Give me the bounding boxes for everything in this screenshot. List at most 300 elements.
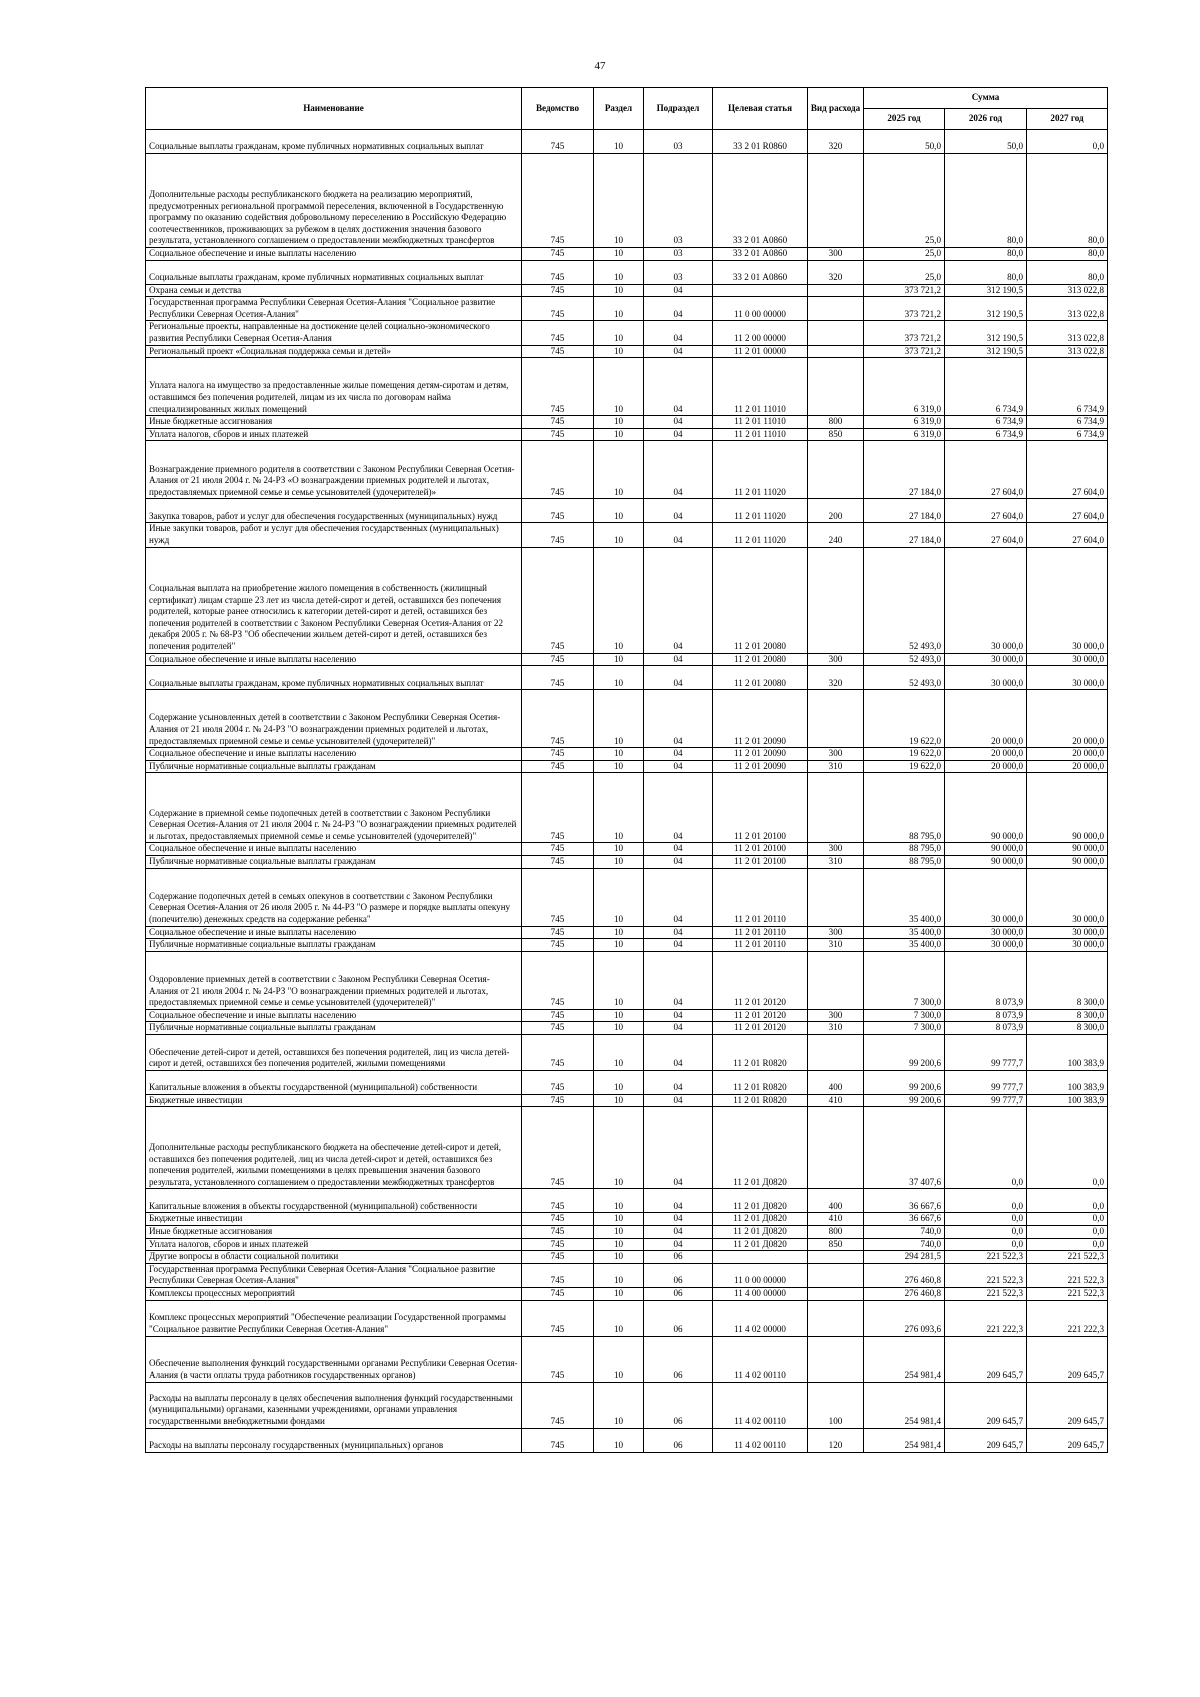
cell-2026: 8 073,9 (945, 1009, 1027, 1022)
cell-2026: 221 522,3 (945, 1263, 1027, 1287)
cell-vid-raskhoda: 310 (808, 939, 864, 952)
cell-podrazdel: 04 (644, 1226, 713, 1239)
cell-vid-raskhoda (808, 690, 864, 748)
cell-2025: 19 622,0 (864, 690, 945, 748)
cell-vid-raskhoda: 100 (808, 1382, 864, 1428)
cell-2026: 99 777,7 (945, 1094, 1027, 1107)
header-vedomstvo: Ведомство (522, 88, 594, 130)
cell-name: Иные закупки товаров, работ и услуг для обеспечения государственных (муниципальных) нужд (146, 523, 522, 547)
cell-razdel: 10 (594, 547, 644, 653)
cell-name: Публичные нормативные социальные выплаты гражданам (146, 760, 522, 773)
cell-vid-raskhoda: 310 (808, 855, 864, 868)
table-row (146, 523, 1108, 547)
cell-podrazdel: 04 (644, 428, 713, 441)
cell-razdel: 10 (594, 321, 644, 345)
cell-tselevaya-statya: 11 4 00 00000 (713, 1288, 808, 1301)
cell-podrazdel: 06 (644, 1300, 713, 1336)
cell-name: Социальная выплата на приобретение жилого помещения в собственность (жилищный сертификат) лицам старше 23 лет из числа детей-сирот и детей, оставшихся без попечения родителей, которые ранее относились к категории детей-сирот и детей, оставшихся без попечения родителей в соответствии с Законом Республики Северная Осетия-Алания от 22 декабря 2005 г. № 68-РЗ "Об обеспечении жильем детей-сирот и детей, оставшихся без попечения родителей" (146, 547, 522, 653)
cell-name: Содержание подопечных детей в семьях опекунов в соответствии с Законом Республики Северная Осетия-Алания от 26 июля 2005 г. № 44-РЗ "О размере и порядке выплаты опекуну (попечителю) денежных средств на содержание ребенка" (146, 868, 522, 926)
cell-2025: 27 184,0 (864, 441, 945, 499)
cell-2026: 90 000,0 (945, 843, 1027, 856)
cell-vid-raskhoda: 850 (808, 428, 864, 441)
table-row (146, 416, 1108, 429)
cell-vedomstvo: 745 (522, 666, 594, 690)
cell-tselevaya-statya: 11 4 02 00110 (713, 1336, 808, 1382)
cell-vedomstvo: 745 (522, 1382, 594, 1428)
cell-name: Расходы на выплаты персоналу в целях обеспечения выполнения функций государственными (муниципальными) органами, казенными учреждениями, органами управления государственными внебюджетными фондами (146, 1382, 522, 1428)
cell-2025: 254 981,4 (864, 1428, 945, 1452)
cell-podrazdel: 04 (644, 321, 713, 345)
cell-2026: 8 073,9 (945, 1022, 1027, 1035)
cell-2026: 27 604,0 (945, 523, 1027, 547)
cell-podrazdel: 04 (644, 748, 713, 761)
cell-2026: 221 222,3 (945, 1300, 1027, 1336)
cell-vedomstvo: 745 (522, 868, 594, 926)
cell-vedomstvo: 745 (522, 154, 594, 248)
cell-vedomstvo: 745 (522, 843, 594, 856)
cell-vid-raskhoda (808, 1107, 864, 1189)
cell-vedomstvo: 745 (522, 1251, 594, 1264)
cell-vedomstvo: 745 (522, 441, 594, 499)
cell-2026: 312 190,5 (945, 284, 1027, 297)
cell-2026: 209 645,7 (945, 1382, 1027, 1428)
cell-razdel: 10 (594, 1107, 644, 1189)
cell-2027: 0,0 (1027, 1189, 1108, 1213)
header-year-2026: 2026 год (945, 109, 1027, 130)
cell-2025: 6 319,0 (864, 358, 945, 416)
cell-2026: 27 604,0 (945, 499, 1027, 523)
cell-vedomstvo: 745 (522, 1226, 594, 1239)
cell-name: Социальные выплаты гражданам, кроме публичных нормативных социальных выплат (146, 130, 522, 154)
cell-2027: 6 734,9 (1027, 358, 1108, 416)
cell-vedomstvo: 745 (522, 653, 594, 666)
table-row (146, 1336, 1108, 1382)
cell-tselevaya-statya: 11 2 01 20100 (713, 843, 808, 856)
cell-name: Содержание в приемной семье подопечных детей в соответствии с Законом Республики Северная Осетия-Алания от 21 июля 2004 г. № 24-РЗ "О вознаграждении приемных родителей и льготах, предоставляемых приемной семье и семье усыновителей (удочерителей)" (146, 773, 522, 843)
cell-2025: 7 300,0 (864, 951, 945, 1009)
cell-tselevaya-statya: 11 2 01 R0820 (713, 1094, 808, 1107)
cell-vid-raskhoda: 320 (808, 130, 864, 154)
cell-razdel: 10 (594, 248, 644, 261)
cell-tselevaya-statya: 11 2 00 00000 (713, 321, 808, 345)
cell-razdel: 10 (594, 284, 644, 297)
header-year-2027: 2027 год (1027, 109, 1108, 130)
cell-name: Государственная программа Республики Северная Осетия-Алания "Социальное развитие Республики Северная Осетия-Алания" (146, 297, 522, 321)
cell-vedomstvo: 745 (522, 547, 594, 653)
cell-vid-raskhoda: 410 (808, 1213, 864, 1226)
cell-vedomstvo: 745 (522, 284, 594, 297)
cell-2026: 221 522,3 (945, 1251, 1027, 1264)
header-summa: Сумма (864, 88, 1108, 109)
cell-razdel: 10 (594, 1238, 644, 1251)
cell-name: Дополнительные расходы республиканского бюджета на реализацию мероприятий, предусмотренных региональной программой переселения, включенной в Государственную программу по оказанию содействия добровольному переселению в Российскую Федерацию соотечественников, проживающих за рубежом в целях достижения значения базового результата, установленного соглашением о предоставлении межбюджетных трансфертов (146, 154, 522, 248)
cell-name: Иные бюджетные ассигнования (146, 416, 522, 429)
cell-vedomstvo: 745 (522, 523, 594, 547)
cell-name: Социальное обеспечение и иные выплаты населению (146, 843, 522, 856)
cell-razdel: 10 (594, 1213, 644, 1226)
cell-vid-raskhoda: 800 (808, 1226, 864, 1239)
cell-vid-raskhoda: 240 (808, 523, 864, 547)
cell-2025: 88 795,0 (864, 843, 945, 856)
cell-2025: 373 721,2 (864, 297, 945, 321)
cell-vid-raskhoda: 800 (808, 416, 864, 429)
cell-2027: 221 522,3 (1027, 1251, 1108, 1264)
cell-2027: 209 645,7 (1027, 1382, 1108, 1428)
cell-2026: 0,0 (945, 1226, 1027, 1239)
cell-2025: 35 400,0 (864, 926, 945, 939)
cell-2025: 740,0 (864, 1226, 945, 1239)
table-row (146, 1213, 1108, 1226)
cell-vedomstvo: 745 (522, 1189, 594, 1213)
cell-2027: 221 222,3 (1027, 1300, 1108, 1336)
cell-tselevaya-statya (713, 284, 808, 297)
cell-2026: 221 522,3 (945, 1288, 1027, 1301)
cell-2027: 209 645,7 (1027, 1336, 1108, 1382)
cell-name: Социальное обеспечение и иные выплаты населению (146, 1009, 522, 1022)
cell-razdel: 10 (594, 748, 644, 761)
cell-2025: 35 400,0 (864, 868, 945, 926)
cell-podrazdel: 04 (644, 441, 713, 499)
cell-vid-raskhoda: 300 (808, 843, 864, 856)
cell-2027: 27 604,0 (1027, 523, 1108, 547)
cell-2027: 8 300,0 (1027, 1009, 1108, 1022)
cell-2026: 6 734,9 (945, 416, 1027, 429)
cell-vid-raskhoda (808, 321, 864, 345)
cell-tselevaya-statya: 11 4 02 00110 (713, 1428, 808, 1452)
cell-2026: 0,0 (945, 1213, 1027, 1226)
cell-podrazdel: 03 (644, 260, 713, 284)
cell-2025: 276 093,6 (864, 1300, 945, 1336)
cell-2025: 19 622,0 (864, 760, 945, 773)
cell-2026: 50,0 (945, 130, 1027, 154)
cell-2026: 209 645,7 (945, 1336, 1027, 1382)
cell-tselevaya-statya: 11 4 02 00110 (713, 1382, 808, 1428)
cell-2025: 36 667,6 (864, 1213, 945, 1226)
cell-2027: 20 000,0 (1027, 748, 1108, 761)
cell-tselevaya-statya: 11 2 01 20110 (713, 926, 808, 939)
cell-vedomstvo: 745 (522, 358, 594, 416)
cell-vedomstvo: 745 (522, 321, 594, 345)
cell-podrazdel: 04 (644, 523, 713, 547)
cell-podrazdel: 04 (644, 1107, 713, 1189)
cell-razdel: 10 (594, 1070, 644, 1094)
cell-razdel: 10 (594, 1034, 644, 1070)
cell-vedomstvo: 745 (522, 1107, 594, 1189)
cell-2027: 8 300,0 (1027, 951, 1108, 1009)
cell-name: Социальное обеспечение и иные выплаты населению (146, 653, 522, 666)
cell-2027: 6 734,9 (1027, 416, 1108, 429)
cell-tselevaya-statya: 11 4 02 00000 (713, 1300, 808, 1336)
cell-2027: 0,0 (1027, 1226, 1108, 1239)
cell-vedomstvo: 745 (522, 1263, 594, 1287)
table-row (146, 547, 1108, 653)
cell-name: Закупка товаров, работ и услуг для обеспечения государственных (муниципальных) нужд (146, 499, 522, 523)
cell-vid-raskhoda (808, 547, 864, 653)
cell-podrazdel: 04 (644, 547, 713, 653)
cell-2025: 373 721,2 (864, 284, 945, 297)
cell-vid-raskhoda (808, 345, 864, 358)
cell-name: Региональные проекты, направленные на достижение целей социально-экономического развития Республики Северная Осетия-Алания (146, 321, 522, 345)
cell-2025: 88 795,0 (864, 855, 945, 868)
cell-2025: 25,0 (864, 260, 945, 284)
cell-podrazdel: 04 (644, 939, 713, 952)
cell-tselevaya-statya (713, 1251, 808, 1264)
cell-razdel: 10 (594, 358, 644, 416)
cell-2026: 20 000,0 (945, 760, 1027, 773)
cell-2025: 373 721,2 (864, 345, 945, 358)
header-razdel: Раздел (594, 88, 644, 130)
cell-razdel: 10 (594, 653, 644, 666)
cell-vedomstvo: 745 (522, 1070, 594, 1094)
cell-podrazdel: 04 (644, 653, 713, 666)
table-row (146, 130, 1108, 154)
table-row (146, 760, 1108, 773)
cell-2026: 30 000,0 (945, 939, 1027, 952)
table-row (146, 1288, 1108, 1301)
cell-vedomstvo: 745 (522, 1300, 594, 1336)
cell-vid-raskhoda: 310 (808, 1022, 864, 1035)
cell-2026: 209 645,7 (945, 1428, 1027, 1452)
cell-2025: 27 184,0 (864, 499, 945, 523)
cell-tselevaya-statya: 11 2 01 Д0820 (713, 1226, 808, 1239)
cell-podrazdel: 04 (644, 499, 713, 523)
cell-razdel: 10 (594, 1288, 644, 1301)
cell-2025: 294 281,5 (864, 1251, 945, 1264)
cell-razdel: 10 (594, 666, 644, 690)
cell-2027: 0,0 (1027, 130, 1108, 154)
cell-name: Публичные нормативные социальные выплаты гражданам (146, 1022, 522, 1035)
cell-podrazdel: 06 (644, 1336, 713, 1382)
cell-tselevaya-statya: 11 2 01 R0820 (713, 1034, 808, 1070)
cell-razdel: 10 (594, 773, 644, 843)
cell-vid-raskhoda (808, 297, 864, 321)
cell-razdel: 10 (594, 523, 644, 547)
cell-tselevaya-statya: 11 2 01 11010 (713, 428, 808, 441)
cell-vedomstvo: 745 (522, 760, 594, 773)
table-row (146, 926, 1108, 939)
cell-name: Другие вопросы в области социальной политики (146, 1251, 522, 1264)
cell-2027: 80,0 (1027, 260, 1108, 284)
cell-2025: 25,0 (864, 248, 945, 261)
cell-2027: 0,0 (1027, 1238, 1108, 1251)
cell-tselevaya-statya: 11 2 01 00000 (713, 345, 808, 358)
cell-tselevaya-statya: 11 2 01 11010 (713, 416, 808, 429)
cell-razdel: 10 (594, 297, 644, 321)
cell-tselevaya-statya: 11 2 01 11020 (713, 523, 808, 547)
cell-tselevaya-statya: 11 2 01 20120 (713, 1009, 808, 1022)
table-row (146, 1226, 1108, 1239)
cell-name: Бюджетные инвестиции (146, 1094, 522, 1107)
cell-vedomstvo: 745 (522, 1213, 594, 1226)
cell-2027: 6 734,9 (1027, 428, 1108, 441)
table-row (146, 154, 1108, 248)
cell-name: Вознаграждение приемного родителя в соответствии с Законом Республики Северная Осетия-Алания от 21 июля 2004 г. № 24-РЗ «О вознаграждении приемных родителей и льготах, предоставляемых приемной семье и семье усыновителей (удочерителей)» (146, 441, 522, 499)
cell-podrazdel: 04 (644, 416, 713, 429)
cell-tselevaya-statya: 11 2 01 Д0820 (713, 1238, 808, 1251)
table-row (146, 748, 1108, 761)
cell-2026: 0,0 (945, 1189, 1027, 1213)
cell-2026: 30 000,0 (945, 653, 1027, 666)
table-row (146, 1428, 1108, 1452)
cell-2025: 99 200,6 (864, 1034, 945, 1070)
table-row (146, 868, 1108, 926)
table-row (146, 441, 1108, 499)
cell-vedomstvo: 745 (522, 260, 594, 284)
cell-2026: 27 604,0 (945, 441, 1027, 499)
table-row (146, 843, 1108, 856)
header-name: Наименование (146, 88, 522, 130)
cell-vedomstvo: 745 (522, 748, 594, 761)
cell-vid-raskhoda (808, 773, 864, 843)
table-row (146, 1009, 1108, 1022)
header-year-2025: 2025 год (864, 109, 945, 130)
cell-2026: 80,0 (945, 248, 1027, 261)
cell-razdel: 10 (594, 926, 644, 939)
cell-2027: 90 000,0 (1027, 855, 1108, 868)
cell-2026: 6 734,9 (945, 358, 1027, 416)
cell-name: Социальное обеспечение и иные выплаты населению (146, 748, 522, 761)
cell-2026: 6 734,9 (945, 428, 1027, 441)
cell-vid-raskhoda: 320 (808, 260, 864, 284)
cell-vedomstvo: 745 (522, 1238, 594, 1251)
cell-name: Социальные выплаты гражданам, кроме публичных нормативных социальных выплат (146, 666, 522, 690)
cell-2025: 27 184,0 (864, 523, 945, 547)
cell-2027: 313 022,8 (1027, 297, 1108, 321)
cell-tselevaya-statya: 11 2 01 11020 (713, 441, 808, 499)
cell-name: Публичные нормативные социальные выплаты гражданам (146, 855, 522, 868)
cell-podrazdel: 04 (644, 1022, 713, 1035)
cell-razdel: 10 (594, 1300, 644, 1336)
page-number: 47 (594, 60, 606, 72)
cell-2025: 6 319,0 (864, 416, 945, 429)
cell-2027: 221 522,3 (1027, 1288, 1108, 1301)
cell-vedomstvo: 745 (522, 1094, 594, 1107)
cell-tselevaya-statya: 11 0 00 00000 (713, 297, 808, 321)
cell-2026: 0,0 (945, 1238, 1027, 1251)
cell-2025: 36 667,6 (864, 1189, 945, 1213)
cell-vid-raskhoda: 300 (808, 653, 864, 666)
cell-tselevaya-statya: 11 2 01 20120 (713, 1022, 808, 1035)
cell-tselevaya-statya: 11 2 01 R0820 (713, 1070, 808, 1094)
cell-2025: 6 319,0 (864, 428, 945, 441)
cell-2026: 0,0 (945, 1107, 1027, 1189)
cell-name: Уплата налога на имущество за предоставленные жилые помещения детям-сиротам и детям, оставшимся без попечения родителей, лицам из их числа по договорам найма специализированных жилых помещений (146, 358, 522, 416)
cell-2025: 37 407,6 (864, 1107, 945, 1189)
cell-2027: 20 000,0 (1027, 690, 1108, 748)
table-row (146, 248, 1108, 261)
cell-vedomstvo: 745 (522, 1009, 594, 1022)
cell-2025: 19 622,0 (864, 748, 945, 761)
cell-podrazdel: 06 (644, 1428, 713, 1452)
cell-vedomstvo: 745 (522, 951, 594, 1009)
table-row (146, 1094, 1108, 1107)
cell-podrazdel: 04 (644, 284, 713, 297)
cell-razdel: 10 (594, 130, 644, 154)
cell-name: Публичные нормативные социальные выплаты гражданам (146, 939, 522, 952)
cell-2027: 30 000,0 (1027, 868, 1108, 926)
cell-2025: 7 300,0 (864, 1022, 945, 1035)
cell-podrazdel: 04 (644, 1094, 713, 1107)
cell-vedomstvo: 745 (522, 773, 594, 843)
cell-vid-raskhoda: 850 (808, 1238, 864, 1251)
cell-2026: 80,0 (945, 154, 1027, 248)
cell-razdel: 10 (594, 499, 644, 523)
cell-vid-raskhoda: 120 (808, 1428, 864, 1452)
cell-podrazdel: 04 (644, 1238, 713, 1251)
cell-vedomstvo: 745 (522, 345, 594, 358)
cell-razdel: 10 (594, 428, 644, 441)
cell-2025: 373 721,2 (864, 321, 945, 345)
budget-table (145, 87, 1108, 1453)
cell-tselevaya-statya: 11 2 01 20080 (713, 653, 808, 666)
cell-tselevaya-statya: 11 2 01 Д0820 (713, 1213, 808, 1226)
cell-2026: 30 000,0 (945, 666, 1027, 690)
cell-name: Бюджетные инвестиции (146, 1213, 522, 1226)
table-body (146, 130, 1108, 1453)
cell-tselevaya-statya: 11 2 01 Д0820 (713, 1107, 808, 1189)
table-row (146, 773, 1108, 843)
cell-razdel: 10 (594, 1263, 644, 1287)
cell-2027: 30 000,0 (1027, 653, 1108, 666)
cell-2025: 7 300,0 (864, 1009, 945, 1022)
cell-2025: 254 981,4 (864, 1382, 945, 1428)
cell-name: Комплекс процессных мероприятий "Обеспечение реализации Государственной программы "Социальное развитие Республики Северная Осетия-Алания" (146, 1300, 522, 1336)
table-row (146, 1238, 1108, 1251)
table-row (146, 1382, 1108, 1428)
cell-2026: 20 000,0 (945, 748, 1027, 761)
cell-2026: 90 000,0 (945, 855, 1027, 868)
cell-vedomstvo: 745 (522, 1034, 594, 1070)
cell-podrazdel: 04 (644, 1189, 713, 1213)
cell-2026: 312 190,5 (945, 321, 1027, 345)
cell-vid-raskhoda: 310 (808, 760, 864, 773)
cell-podrazdel: 04 (644, 297, 713, 321)
cell-podrazdel: 04 (644, 1009, 713, 1022)
cell-vid-raskhoda: 200 (808, 499, 864, 523)
cell-podrazdel: 04 (644, 690, 713, 748)
cell-razdel: 10 (594, 1336, 644, 1382)
cell-name: Комплексы процессных мероприятий (146, 1288, 522, 1301)
table-row (146, 690, 1108, 748)
cell-razdel: 10 (594, 843, 644, 856)
cell-2027: 313 022,8 (1027, 321, 1108, 345)
cell-tselevaya-statya: 11 2 01 20100 (713, 773, 808, 843)
cell-razdel: 10 (594, 868, 644, 926)
cell-2026: 312 190,5 (945, 297, 1027, 321)
cell-name: Капитальные вложения в объекты государственной (муниципальной) собственности (146, 1070, 522, 1094)
cell-2025: 25,0 (864, 154, 945, 248)
cell-razdel: 10 (594, 345, 644, 358)
cell-vid-raskhoda: 400 (808, 1189, 864, 1213)
cell-name: Уплата налогов, сборов и иных платежей (146, 1238, 522, 1251)
cell-2025: 276 460,8 (864, 1263, 945, 1287)
cell-2025: 88 795,0 (864, 773, 945, 843)
cell-vid-raskhoda: 400 (808, 1070, 864, 1094)
cell-vid-raskhoda: 320 (808, 666, 864, 690)
cell-tselevaya-statya: 11 2 01 20080 (713, 547, 808, 653)
cell-2027: 27 604,0 (1027, 499, 1108, 523)
cell-vedomstvo: 745 (522, 130, 594, 154)
cell-tselevaya-statya: 11 2 01 20080 (713, 666, 808, 690)
cell-2026: 20 000,0 (945, 690, 1027, 748)
cell-name: Содержание усыновленных детей в соответствии с Законом Республики Северная Осетия-Алания от 21 июля 2004 г. № 24-РЗ "О вознаграждении приемных родителей и льготах, предоставляемых приемной семье и семье усыновителей (удочерителей)" (146, 690, 522, 748)
cell-2027: 313 022,8 (1027, 284, 1108, 297)
cell-name: Оздоровление приемных детей в соответствии с Законом Республики Северная Осетия-Алания от 21 июля 2004 г. № 24-РЗ "О вознаграждении приемных родителей и льготах, предоставляемых приемной семье и семье усыновителей (удочерителей)" (146, 951, 522, 1009)
cell-name: Социальное обеспечение и иные выплаты населению (146, 926, 522, 939)
cell-2027: 221 522,3 (1027, 1263, 1108, 1287)
cell-podrazdel: 04 (644, 1034, 713, 1070)
cell-vedomstvo: 745 (522, 1428, 594, 1452)
